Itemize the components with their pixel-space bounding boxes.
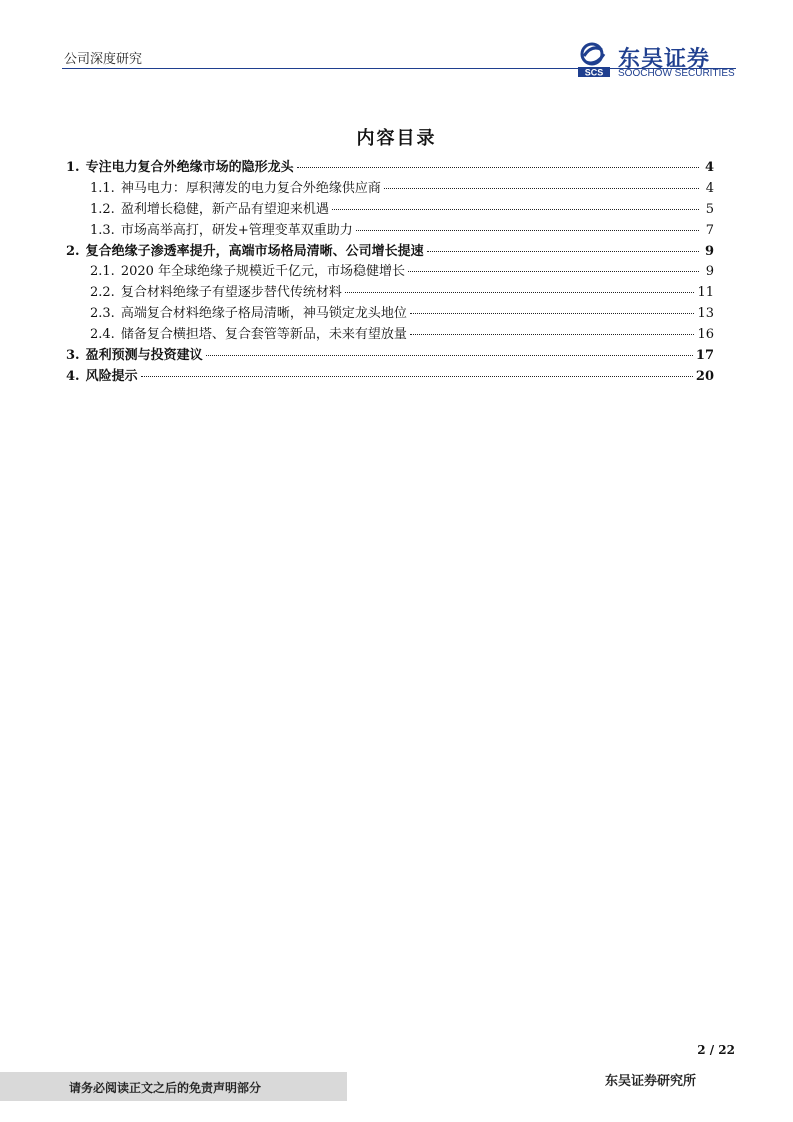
toc-entry[interactable]: [66, 283, 714, 304]
logo-mark-text: SCS: [584, 67, 604, 78]
toc-entry-page: 4: [704, 160, 714, 175]
toc-entry[interactable]: [66, 346, 714, 367]
toc-entry[interactable]: [66, 221, 714, 242]
toc-entry[interactable]: [66, 304, 714, 325]
report-category: 公司深度研究: [64, 52, 143, 67]
toc-entry-number: 3.: [66, 348, 80, 364]
toc-dot-leader: [427, 251, 699, 252]
toc-entry-page: 4: [705, 180, 714, 196]
toc-entry-title: 盈利增长稳健，新产品有望迎来机遇: [120, 201, 329, 217]
toc-entry-page: 5: [705, 201, 714, 217]
toc-entry-title: 复合材料绝缘子有望逐步替代传统材料: [120, 285, 342, 301]
toc-dot-leader: [332, 209, 699, 210]
page-number: 2 / 22: [697, 1043, 735, 1057]
toc-entry-number: 2.: [66, 243, 80, 259]
toc-dot-leader: [297, 167, 699, 168]
toc-entry-number: 1.: [66, 160, 80, 175]
toc-entry-number: 1.1.: [90, 180, 115, 196]
footer-institute: 东吴证券研究所: [605, 1074, 697, 1089]
table-of-contents: [66, 158, 714, 388]
toc-entry-page: 13: [697, 306, 714, 322]
toc-entry[interactable]: [66, 242, 714, 263]
soochow-logo-icon: [578, 42, 612, 78]
toc-entry-title: 神马电力：厚积薄发的电力复合外绝缘供应商: [120, 180, 381, 196]
toc-entry-number: 4.: [66, 368, 80, 384]
toc-entry-title: 盈利预测与投资建议: [85, 348, 203, 364]
toc-entry-page: 9: [705, 264, 714, 280]
logo-chinese-name: 东吴证券: [618, 47, 711, 72]
toc-entry[interactable]: [66, 200, 714, 221]
toc-entry-number: 2.1.: [90, 264, 115, 280]
toc-dot-leader: [356, 230, 699, 231]
toc-entry[interactable]: [66, 158, 714, 179]
toc-entry[interactable]: [66, 262, 714, 283]
logo-english-name: SOOCHOW SECURITIES: [618, 68, 735, 79]
toc-dot-leader: [384, 188, 699, 189]
toc-entry-page: 7: [705, 222, 714, 238]
toc-entry-number: 2.2.: [90, 285, 115, 301]
toc-entry-page: 16: [697, 327, 714, 343]
toc-entry-title: 高端复合材料绝缘子格局清晰，神马锁定龙头地位: [120, 306, 407, 322]
toc-entry-number: 1.2.: [90, 201, 115, 217]
toc-dot-leader: [206, 355, 693, 356]
toc-dot-leader: [345, 292, 695, 293]
company-logo: [578, 42, 738, 82]
toc-entry-page: 9: [704, 243, 714, 259]
toc-entry-page: 17: [695, 348, 714, 364]
toc-entry-title: 储备复合横担塔、复合套管等新品，未来有望放量: [120, 327, 407, 343]
toc-entry-number: 1.3.: [90, 222, 115, 238]
toc-entry-page: 11: [697, 285, 714, 301]
toc-entry-number: 2.4.: [90, 327, 115, 343]
toc-entry[interactable]: [66, 179, 714, 200]
toc-dot-leader: [141, 376, 693, 377]
toc-entry-title: 2020 年全球绝缘子规模近千亿元，市场稳健增长: [120, 264, 406, 280]
toc-entry-page: 20: [695, 368, 714, 384]
footer-disclaimer: 请务必阅读正文之后的免责声明部分: [69, 1081, 262, 1095]
toc-entry[interactable]: [66, 367, 714, 388]
toc-entry-title: 风险提示: [85, 368, 138, 384]
toc-entry-title: 复合绝缘子渗透率提升，高端市场格局清晰、公司增长提速: [85, 243, 424, 259]
toc-entry-title: 市场高举高打，研发+管理变革双重助力: [120, 222, 353, 238]
toc-entry-number: 2.3.: [90, 306, 115, 322]
toc-entry-title: 专注电力复合外绝缘市场的隐形龙头: [85, 160, 294, 175]
toc-dot-leader: [410, 313, 695, 314]
toc-entry[interactable]: [66, 325, 714, 346]
toc-dot-leader: [410, 334, 695, 335]
toc-title: 内容目录: [356, 128, 437, 149]
toc-dot-leader: [408, 271, 699, 272]
